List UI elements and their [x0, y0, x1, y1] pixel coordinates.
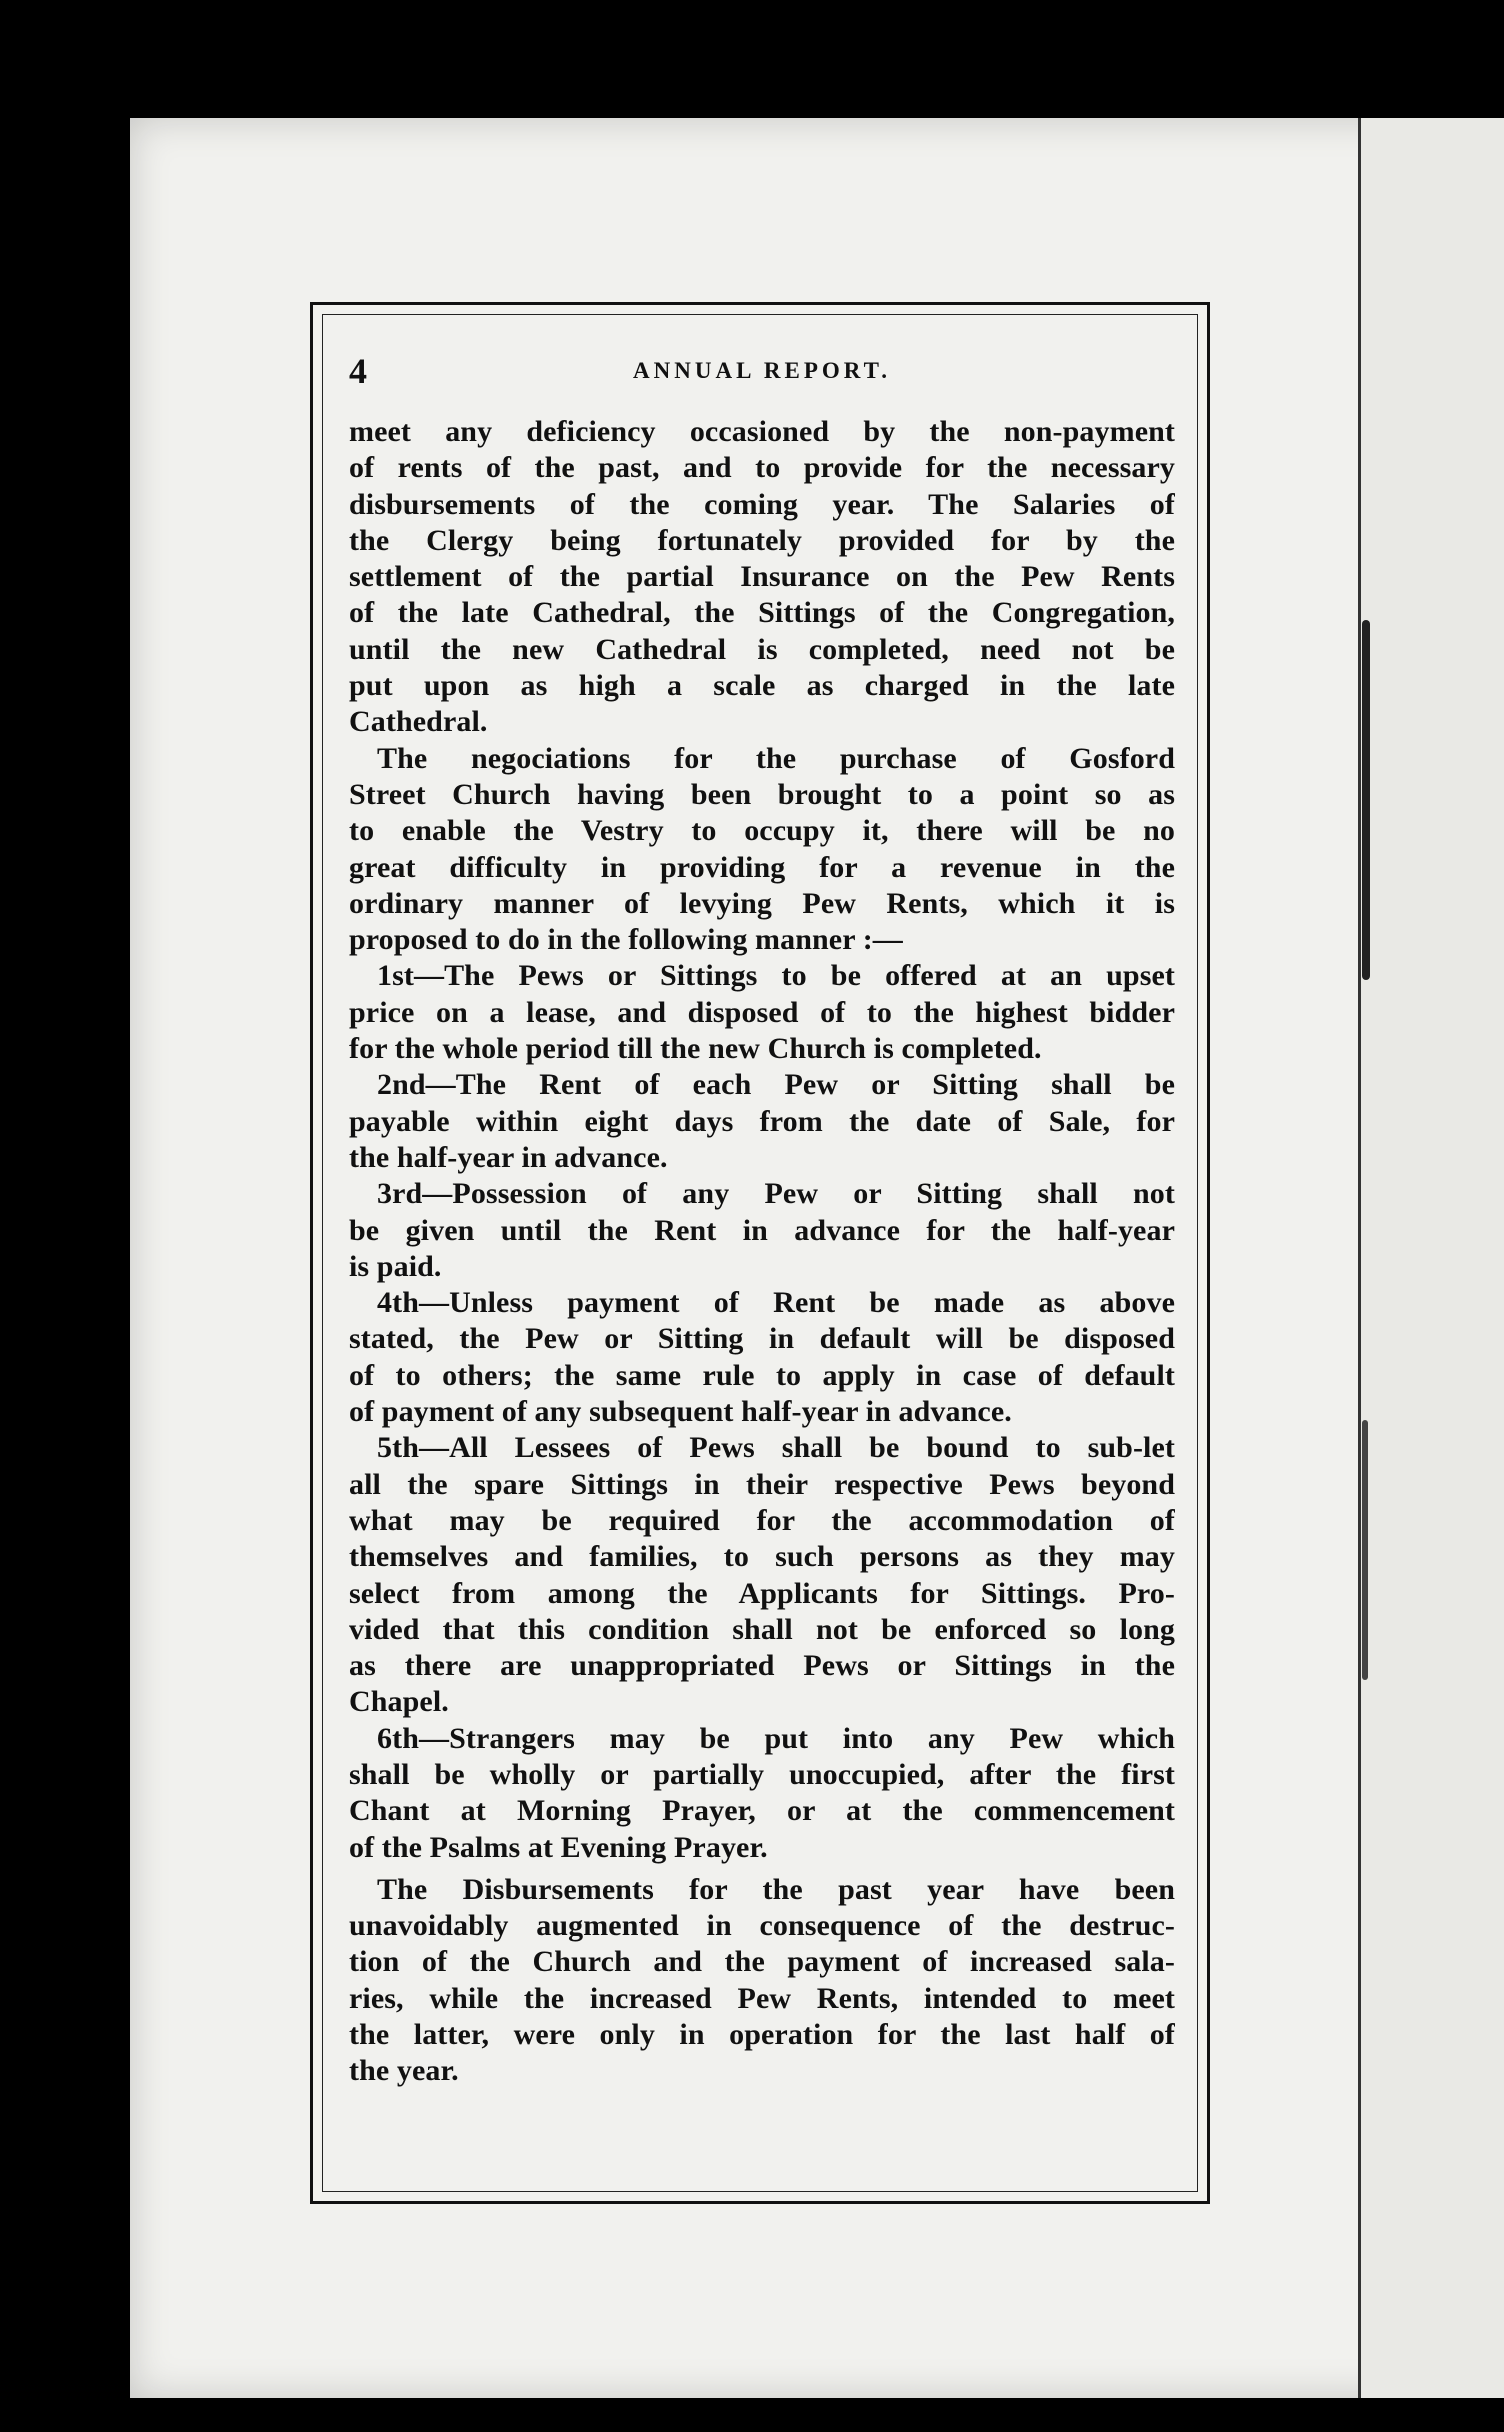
text-line: of rents of the past, and to provide for the necessary — [349, 451, 1175, 485]
text-line: all the spare Sittings in their respective Pews beyond — [349, 1467, 1175, 1501]
text-line: Street Church having been brought to a point so as — [349, 777, 1175, 811]
paragraph — [349, 1285, 1175, 1430]
text-line: Cathedral. — [349, 705, 488, 739]
text-line: meet any deficiency occasioned by the non-payment — [349, 415, 1175, 448]
paragraph — [349, 1176, 1175, 1285]
text-line: 3rd—Possession of any Pew or Sitting shall not — [377, 1177, 1175, 1211]
text-line: be given until the Rent in advance for the half-year — [349, 1213, 1175, 1247]
text-line: disbursements of the coming year. The Salaries of — [349, 487, 1175, 521]
paragraph — [349, 958, 1175, 1067]
text-line: is paid. — [349, 1249, 442, 1283]
text-line: the latter, were only in operation for the last half of — [349, 2018, 1175, 2052]
text-line: of the Psalms at Evening Prayer. — [349, 1830, 768, 1864]
text-line: the year. — [349, 2054, 459, 2088]
binding-mark — [1362, 1420, 1368, 1680]
paragraph — [349, 414, 1175, 741]
text-line: tion of the Church and the payment of increased sala- — [349, 1945, 1175, 1979]
text-line: 5th—All Lessees of Pews shall be bound to sub-let — [377, 1431, 1175, 1465]
text-line: put upon as high a scale as charged in the late — [349, 669, 1175, 703]
text-line: of to others; the same rule to apply in case of default — [349, 1358, 1175, 1392]
text-line: 1st—The Pews or Sittings to be offered at an upset — [377, 959, 1175, 993]
page-header — [349, 350, 1175, 404]
text-line: until the new Cathedral is completed, need not be — [349, 632, 1175, 666]
text-line: vided that this condition shall not be enforced so long — [349, 1612, 1175, 1646]
text-line: themselves and families, to such persons as they may — [349, 1540, 1175, 1574]
text-line: ordinary manner of levying Pew Rents, which it is — [349, 886, 1175, 920]
paragraph — [349, 741, 1175, 959]
adjacent-page-edge — [1358, 118, 1504, 2398]
text-line: of the late Cathedral, the Sittings of the Congregation, — [349, 596, 1175, 630]
text-line: Chant at Morning Prayer, or at the commencement — [349, 1794, 1175, 1828]
binding-mark — [1362, 620, 1370, 980]
text-line: for the whole period till the new Church is completed. — [349, 1032, 1042, 1066]
text-line: ries, while the increased Pew Rents, intended to meet — [349, 1981, 1175, 2015]
text-line: of payment of any subsequent half-year in advance. — [349, 1395, 1012, 1429]
text-line: 2nd—The Rent of each Pew or Sitting shall be — [377, 1068, 1175, 1102]
text-line: price on a lease, and disposed of to the highest bidder — [349, 995, 1175, 1029]
page-number: 4 — [349, 351, 367, 391]
text-line: settlement of the partial Insurance on the Pew Rents — [349, 560, 1175, 594]
text-line: proposed to do in the following manner :— — [349, 923, 903, 957]
text-line: select from among the Applicants for Sittings. Pro- — [349, 1576, 1175, 1610]
paragraph — [349, 1067, 1175, 1176]
text-line: as there are unappropriated Pews or Sittings in the — [349, 1649, 1175, 1683]
paragraph — [349, 1721, 1175, 1866]
text-line: 6th—Strangers may be put into any Pew which — [377, 1721, 1175, 1755]
text-line: what may be required for the accommodation of — [349, 1503, 1175, 1537]
text-line: the half-year in advance. — [349, 1140, 668, 1174]
running-head: ANNUAL REPORT. — [633, 358, 891, 383]
text-line: to enable the Vestry to occupy it, there will be no — [349, 814, 1175, 848]
text-line: The Disbursements for the past year have been — [377, 1872, 1175, 1906]
paragraph — [349, 1430, 1175, 1720]
text-line: 4th—Unless payment of Rent be made as above — [377, 1286, 1175, 1320]
paragraph — [349, 1872, 1175, 2090]
text-line: great difficulty in providing for a revenue in the — [349, 850, 1175, 884]
text-line: The negociations for the purchase of Gosford — [377, 741, 1175, 775]
text-line: Chapel. — [349, 1685, 449, 1719]
text-block — [349, 350, 1175, 2190]
text-line: the Clergy being fortunately provided for by the — [349, 523, 1175, 557]
text-line: shall be wholly or partially unoccupied, after the first — [349, 1757, 1175, 1791]
text-line: payable within eight days from the date of Sale, for — [349, 1104, 1175, 1138]
body-text — [349, 414, 1175, 2090]
text-line: unavoidably augmented in consequence of the destruc- — [349, 1909, 1175, 1943]
text-line: stated, the Pew or Sitting in default will be disposed — [349, 1322, 1175, 1356]
